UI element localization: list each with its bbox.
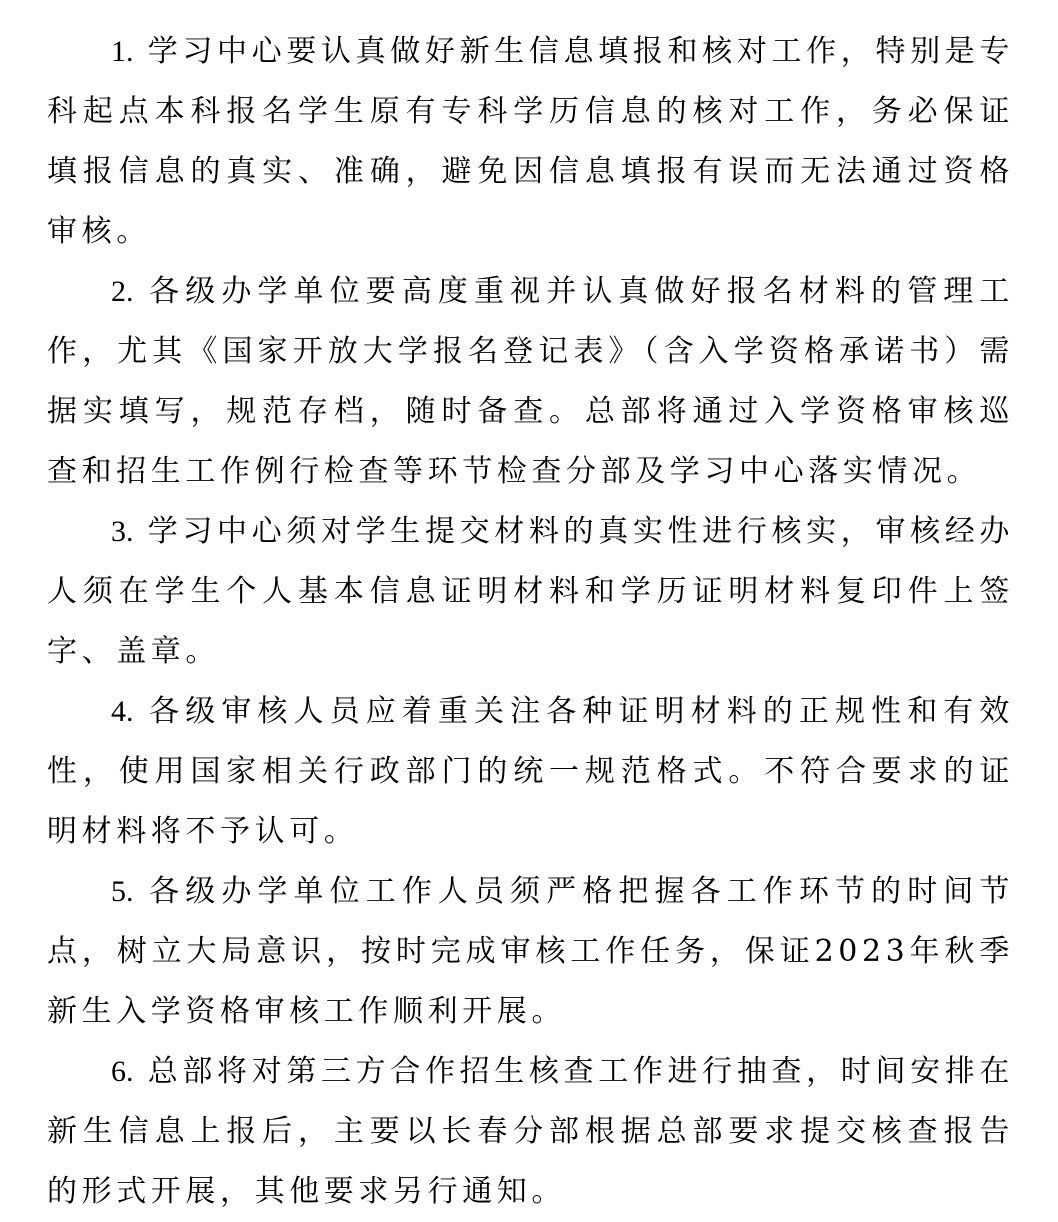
paragraph-text: 学习中心要认真做好新生信息填报和核对工作，特别是专科起点本科报名学生原有专科学历信息的核对工作，务必保证填报信息的真实、准确，避免因信息填报有误而无法通过资格审核。: [47, 34, 1015, 249]
paragraph-5: [47, 862, 1014, 1042]
paragraph-number: 3.: [111, 515, 134, 548]
paragraph-text: 各级办学单位要高度重视并认真做好报名材料的管理工作，尤其《国家开放大学报名登记表》（含入学资格承诺书）需据实填写，规范存档，随时备查。总部将通过入学资格审核巡查和招生工作例行检查等环节检查分部及学习中心落实情况。: [47, 274, 1014, 489]
paragraph-text: 各级审核人员应着重关注各种证明材料的正规性和有效性，使用国家相关行政部门的统一规范格式。不符合要求的证明材料将不予认可。: [47, 694, 1014, 849]
paragraph-4: [47, 682, 1014, 862]
paragraph-number: 1.: [111, 35, 134, 68]
paragraph-number: 6.: [111, 1055, 134, 1088]
paragraph-number: 5.: [111, 875, 134, 908]
paragraph-3: [47, 502, 1014, 682]
paragraph-number: 2.: [111, 275, 134, 308]
paragraph-2: [47, 262, 1014, 502]
paragraph-text: 总部将对第三方合作招生核查工作进行抽查，时间安排在新生信息上报后，主要以长春分部根据总部要求提交核查报告的形式开展，其他要求另行通知。: [47, 1054, 1015, 1209]
paragraph-number: 4.: [111, 695, 134, 728]
paragraph-text: 各级办学单位工作人员须严格把握各工作环节的时间节点，树立大局意识，按时完成审核工作任务，保证2023年秋季新生入学资格审核工作顺利开展。: [47, 874, 1014, 1029]
paragraph-text: 学习中心须对学生提交材料的真实性进行核实，审核经办人须在学生个人基本信息证明材料和学历证明材料复印件上签字、盖章。: [47, 514, 1015, 669]
paragraph-1: [47, 22, 1014, 262]
paragraph-6: [47, 1042, 1014, 1222]
